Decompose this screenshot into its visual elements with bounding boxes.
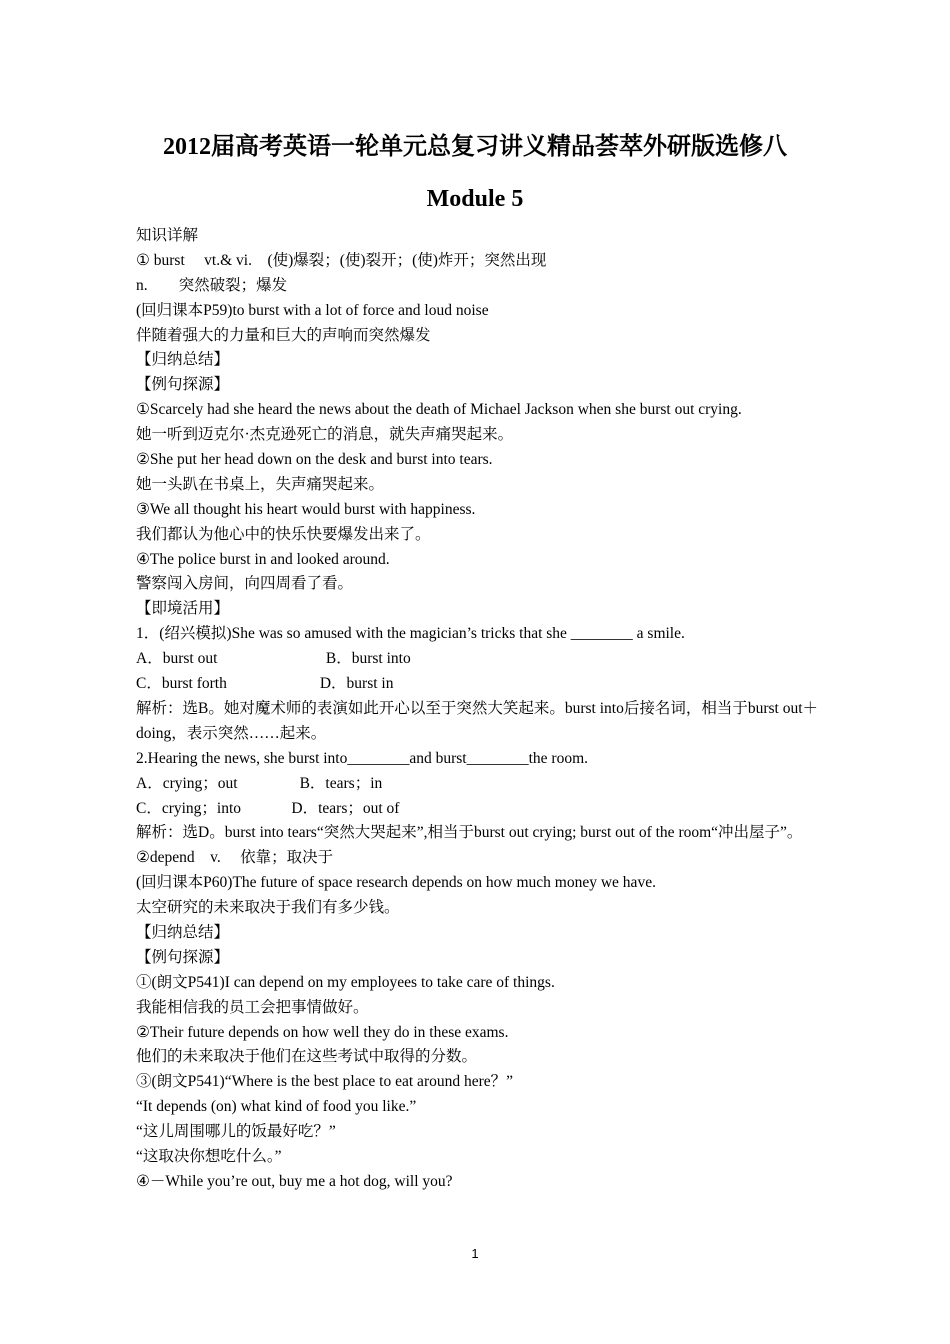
textbook-reference: (回归课本P60)The future of space research depends on how much money we have. — [136, 874, 656, 892]
subsection-summary: 【归纳总结】 — [136, 351, 230, 369]
answer-options: A．crying；out B．tears；in — [136, 774, 383, 792]
document-body — [136, 224, 820, 1195]
page-number: 1 — [471, 1246, 479, 1261]
translation: 我能相信我的员工会把事情做好。 — [136, 998, 369, 1016]
translation: 伴随着强大的力量和巨大的声响而突然爆发 — [136, 326, 431, 344]
example-sentence: ①(朗文P541)I can depend on my employees to take care of things. — [136, 973, 555, 991]
exercise-question: 2.Hearing the news, she burst into________and burst________the room. — [136, 749, 589, 767]
example-sentence: “It depends (on) what kind of food you like.” — [136, 1098, 417, 1116]
textbook-reference: (回归课本P59)to burst with a lot of force and loud noise — [136, 301, 489, 319]
translation: “这取决你想吃什么。” — [136, 1148, 282, 1165]
translation: 我们都认为他心中的快乐快要爆发出来了。 — [136, 525, 431, 543]
example-sentence: ②She put her head down on the desk and burst into tears. — [136, 451, 493, 469]
answer-explanation: 解析：选B。她对魔术师的表演如此开心以至于突然大笑起来。burst into后接名词，相当于burst out＋doing，表示突然……起来。 — [136, 699, 819, 742]
example-sentence: ④The police burst in and looked around. — [136, 550, 390, 568]
example-sentence: ③We all thought his heart would burst with happiness. — [136, 500, 476, 518]
answer-options: A．burst out B．burst into — [136, 650, 411, 668]
translation: 太空研究的未来取决于我们有多少钱。 — [136, 899, 400, 917]
module-title: Module 5 — [426, 186, 524, 212]
subsection-examples: 【例句探源】 — [136, 376, 230, 394]
translation: 他们的未来取决于他们在这些考试中取得的分数。 — [136, 1048, 478, 1066]
document-title: 2012届高考英语一轮单元总复习讲义精品荟萃外研版选修八 — [163, 134, 787, 160]
vocab-entry-depend: ②depend v. 依靠；取决于 — [136, 849, 334, 867]
translation: “这儿周围哪儿的饭最好吃？” — [136, 1123, 336, 1141]
subsection-practice: 【即境活用】 — [136, 600, 230, 618]
translation: 她一听到迈克尔·杰克逊死亡的消息，就失声痛哭起来。 — [136, 426, 514, 444]
example-sentence: ③(朗文P541)“Where is the best place to eat around here？” — [136, 1073, 514, 1091]
vocab-entry-burst: ① burst vt.& vi. (使)爆裂；(使)裂开；(使)炸开；突然出现 — [136, 251, 547, 269]
translation: 她一头趴在书桌上，失声痛哭起来。 — [136, 475, 385, 493]
subsection-summary: 【归纳总结】 — [136, 923, 230, 941]
translation: 警察闯入房间，向四周看了看。 — [136, 575, 354, 593]
example-sentence: ①Scarcely had she heard the news about the death of Michael Jackson when she burst out crying. — [136, 401, 742, 419]
answer-options: C．crying；into D．tears；out of — [136, 799, 400, 817]
section-heading: 知识详解 — [136, 227, 199, 244]
example-sentence: ②Their future depends on how well they do in these exams. — [136, 1023, 509, 1041]
vocab-noun-sense: n. 突然破裂；爆发 — [136, 276, 288, 294]
subsection-examples: 【例句探源】 — [136, 948, 230, 966]
example-sentence: ④－While you’re out, buy me a hot dog, will you? — [136, 1172, 453, 1190]
answer-options: C．burst forth D．burst in — [136, 675, 394, 693]
answer-explanation: 解析：选D。burst into tears“突然大哭起来”,相当于burst out crying; burst out of the room“冲出屋子”。 — [136, 824, 803, 842]
exercise-question: 1．(绍兴模拟)She was so amused with the magician’s tricks that she ________ a smile. — [136, 625, 685, 643]
